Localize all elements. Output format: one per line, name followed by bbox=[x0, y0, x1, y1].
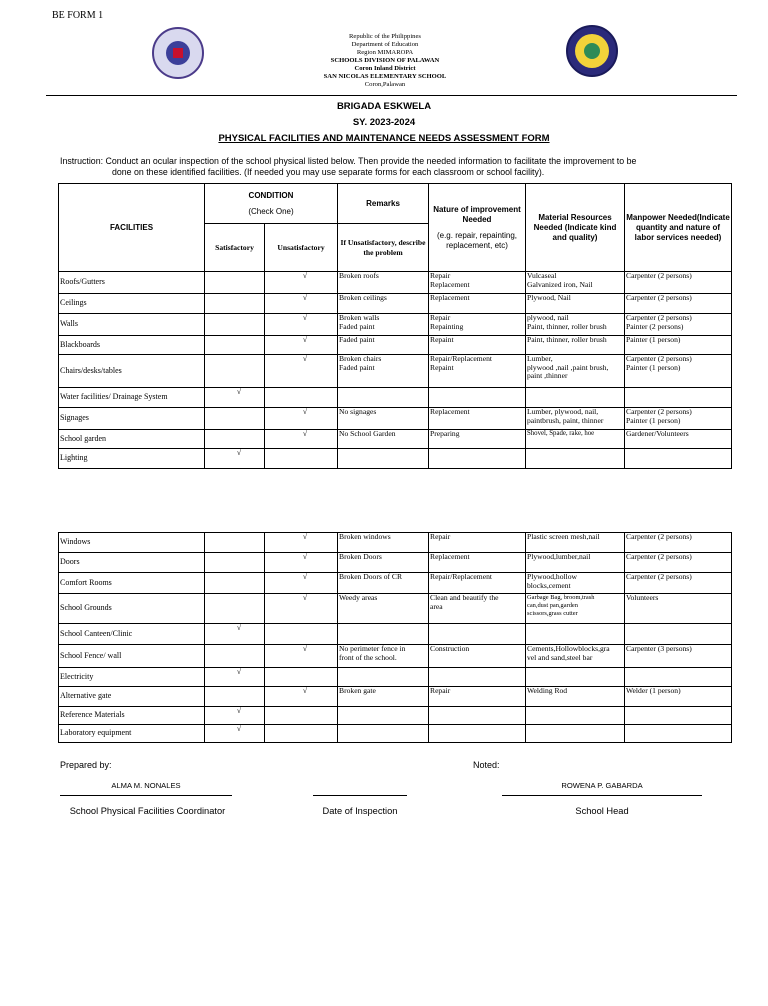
satisfactory-cell: √ bbox=[205, 449, 265, 469]
assessment-table-continued bbox=[58, 532, 732, 743]
header-nature-label: Nature of improvement Needed bbox=[433, 204, 521, 224]
satisfactory-cell bbox=[205, 355, 265, 388]
facility-cell: Water facilities/ Drainage System bbox=[59, 388, 205, 408]
table-row bbox=[59, 272, 732, 294]
facility-cell: Alternative gate bbox=[59, 687, 205, 707]
header-rule bbox=[46, 95, 737, 96]
material-cell: Plywood,lumber,nail bbox=[526, 553, 625, 573]
nature-cell bbox=[429, 725, 526, 743]
unsatisfactory-cell: √ bbox=[265, 314, 338, 336]
letterhead bbox=[290, 33, 480, 89]
noted-label: Noted: bbox=[473, 760, 500, 770]
table-row bbox=[59, 430, 732, 449]
facility-cell: School Grounds bbox=[59, 594, 205, 624]
nature-cell: Repair Repainting bbox=[429, 314, 526, 336]
table-row bbox=[59, 725, 732, 743]
table-row bbox=[59, 336, 732, 355]
satisfactory-cell bbox=[205, 594, 265, 624]
nature-cell: Preparing bbox=[429, 430, 526, 449]
manpower-cell: Carpenter (2 persons) bbox=[625, 553, 732, 573]
satisfactory-cell: √ bbox=[205, 725, 265, 743]
head-name: ROWENA P. GABARDA bbox=[561, 781, 643, 790]
letterhead-line: Department of Education bbox=[351, 41, 419, 48]
nature-cell: Clean and beautify the area bbox=[429, 594, 526, 624]
letterhead-division: SCHOOLS DIVISION OF PALAWAN bbox=[330, 57, 440, 64]
remarks-cell: No signages bbox=[338, 408, 429, 430]
manpower-cell bbox=[625, 725, 732, 743]
unsatisfactory-cell: √ bbox=[265, 336, 338, 355]
remarks-cell: Broken chairs Faded paint bbox=[338, 355, 429, 388]
unsatisfactory-cell bbox=[265, 449, 338, 469]
material-cell: Lumber, plywood ,nail ,paint brush, paint ,thinner bbox=[526, 355, 625, 388]
unsatisfactory-cell bbox=[265, 725, 338, 743]
manpower-cell: Welder (1 person) bbox=[625, 687, 732, 707]
unsatisfactory-cell bbox=[265, 624, 338, 645]
manpower-cell: Painter (1 person) bbox=[625, 336, 732, 355]
unsatisfactory-cell: √ bbox=[265, 272, 338, 294]
nature-cell: Replacement bbox=[429, 553, 526, 573]
manpower-cell: Gardener/Volunteers bbox=[625, 430, 732, 449]
manpower-cell: Carpenter (2 persons) bbox=[625, 272, 732, 294]
satisfactory-cell bbox=[205, 272, 265, 294]
coordinator-title: School Physical Facilities Coordinator bbox=[69, 806, 226, 816]
remarks-cell: Broken walls Faded paint bbox=[338, 314, 429, 336]
table-row bbox=[59, 294, 732, 314]
satisfactory-cell bbox=[205, 314, 265, 336]
letterhead-district: Coron Inland District bbox=[354, 65, 416, 72]
form-number: BE FORM 1 bbox=[52, 10, 104, 21]
unsatisfactory-cell bbox=[265, 668, 338, 687]
remarks-cell bbox=[338, 449, 429, 469]
unsatisfactory-cell bbox=[265, 388, 338, 408]
manpower-cell bbox=[625, 449, 732, 469]
nature-cell: Replacement bbox=[429, 294, 526, 314]
header-material: Material Resources Needed (Indicate kind and quality) bbox=[526, 184, 625, 272]
manpower-cell: Carpenter (2 persons) bbox=[625, 573, 732, 594]
unsatisfactory-cell: √ bbox=[265, 573, 338, 594]
facility-cell: Walls bbox=[59, 314, 205, 336]
satisfactory-cell bbox=[205, 294, 265, 314]
nature-cell: Replacement bbox=[429, 408, 526, 430]
nature-cell: Repair bbox=[429, 687, 526, 707]
facility-cell: Roofs/Gutters bbox=[59, 272, 205, 294]
deped-seal-logo bbox=[152, 27, 204, 79]
coordinator-signature-line bbox=[60, 795, 232, 796]
remarks-cell: Broken gate bbox=[338, 687, 429, 707]
remarks-cell bbox=[338, 707, 429, 725]
satisfactory-cell: √ bbox=[205, 668, 265, 687]
unsatisfactory-cell: √ bbox=[265, 430, 338, 449]
form-title: PHYSICAL FACILITIES AND MAINTENANCE NEEDS ASSESSMENT FORM bbox=[218, 133, 550, 144]
facility-cell: Comfort Rooms bbox=[59, 573, 205, 594]
material-cell: Welding Rod bbox=[526, 687, 625, 707]
remarks-cell: Broken Doors bbox=[338, 553, 429, 573]
facility-cell: Reference Materials bbox=[59, 707, 205, 725]
unsatisfactory-cell: √ bbox=[265, 533, 338, 553]
manpower-cell bbox=[625, 388, 732, 408]
table-row bbox=[59, 355, 732, 388]
letterhead-line: Region MIMAROPA bbox=[356, 49, 414, 56]
header-remarks: Remarks bbox=[338, 184, 429, 224]
manpower-cell: Carpenter (2 persons) bbox=[625, 533, 732, 553]
manpower-cell bbox=[625, 707, 732, 725]
facility-cell: Windows bbox=[59, 533, 205, 553]
material-cell: Cements,Hollowblocks,gra vel and sand,steel bar bbox=[526, 645, 625, 668]
instruction-line: Instruction: Conduct an ocular inspection of the school physical listed below. Then provide the needed information to facilitate the improvement to be bbox=[60, 156, 637, 166]
school-seal-logo bbox=[566, 25, 618, 77]
facility-cell: Lighting bbox=[59, 449, 205, 469]
material-cell: Paint, thinner, roller brush bbox=[526, 336, 625, 355]
remarks-cell bbox=[338, 624, 429, 645]
material-cell bbox=[526, 725, 625, 743]
remarks-cell bbox=[338, 725, 429, 743]
nature-cell: Repair/Replacement Repaint bbox=[429, 355, 526, 388]
table-row bbox=[59, 553, 732, 573]
remarks-cell: Broken Doors of CR bbox=[338, 573, 429, 594]
assessment-table bbox=[58, 183, 732, 469]
remarks-cell bbox=[338, 668, 429, 687]
table-row bbox=[59, 668, 732, 687]
facility-cell: Signages bbox=[59, 408, 205, 430]
satisfactory-cell: √ bbox=[205, 707, 265, 725]
table-row bbox=[59, 533, 732, 553]
material-cell: plywood, nail Paint, thinner, roller brush bbox=[526, 314, 625, 336]
head-signature-line bbox=[502, 795, 702, 796]
table-row bbox=[59, 687, 732, 707]
nature-cell: Repair/Replacement bbox=[429, 573, 526, 594]
remarks-cell: Broken ceilings bbox=[338, 294, 429, 314]
facility-cell: Ceilings bbox=[59, 294, 205, 314]
header-nature bbox=[429, 184, 526, 272]
material-cell: Shovel, Spade, rake, hoe bbox=[526, 430, 625, 449]
prepared-by-label: Prepared by: bbox=[60, 760, 112, 770]
letterhead-place: Coron,Palawan bbox=[364, 81, 406, 88]
satisfactory-cell: √ bbox=[205, 624, 265, 645]
head-title: School Head bbox=[575, 806, 629, 816]
material-cell: Plywood,hollow blocks,cement bbox=[526, 573, 625, 594]
letterhead-line: Republic of the Philippines bbox=[349, 33, 421, 40]
facility-cell: Doors bbox=[59, 553, 205, 573]
header-satisfactory: Satisfactory bbox=[205, 224, 265, 272]
program-title: BRIGADA ESKWELA bbox=[336, 101, 432, 112]
facility-cell: School Fence/ wall bbox=[59, 645, 205, 668]
header-remarks-sub: If Unsatisfactory, describe the problem bbox=[338, 224, 429, 272]
manpower-cell: Carpenter (2 persons) Painter (2 persons) bbox=[625, 314, 732, 336]
date-label: Date of Inspection bbox=[322, 806, 398, 816]
table-row bbox=[59, 624, 732, 645]
satisfactory-cell bbox=[205, 408, 265, 430]
material-cell bbox=[526, 449, 625, 469]
remarks-cell: Weedy areas bbox=[338, 594, 429, 624]
unsatisfactory-cell: √ bbox=[265, 294, 338, 314]
satisfactory-cell bbox=[205, 553, 265, 573]
table-row bbox=[59, 408, 732, 430]
table-row bbox=[59, 645, 732, 668]
material-cell: Vulcaseal Galvanized iron, Nail bbox=[526, 272, 625, 294]
table-row bbox=[59, 573, 732, 594]
coordinator-name: ALMA M. NONALES bbox=[111, 781, 181, 790]
header-manpower: Manpower Needed(Indicate quantity and nature of labor services needed) bbox=[625, 184, 732, 272]
remarks-cell: Broken roofs bbox=[338, 272, 429, 294]
date-signature-line bbox=[313, 795, 407, 796]
satisfactory-cell bbox=[205, 645, 265, 668]
remarks-cell bbox=[338, 388, 429, 408]
nature-cell bbox=[429, 449, 526, 469]
remarks-cell: Broken windows bbox=[338, 533, 429, 553]
facility-cell: Chairs/desks/tables bbox=[59, 355, 205, 388]
facility-cell: Electricity bbox=[59, 668, 205, 687]
satisfactory-cell bbox=[205, 430, 265, 449]
manpower-cell: Carpenter (2 persons) bbox=[625, 294, 732, 314]
manpower-cell: Carpenter (2 persons) Painter (1 person) bbox=[625, 355, 732, 388]
nature-cell bbox=[429, 668, 526, 687]
material-cell bbox=[526, 624, 625, 645]
unsatisfactory-cell bbox=[265, 707, 338, 725]
satisfactory-cell bbox=[205, 687, 265, 707]
unsatisfactory-cell: √ bbox=[265, 645, 338, 668]
instruction bbox=[60, 156, 720, 178]
manpower-cell: Carpenter (3 persons) bbox=[625, 645, 732, 668]
material-cell: Garbage Bag, broom,trash can,dust pan,garden scissors,grass cutter bbox=[526, 594, 625, 624]
table-row bbox=[59, 707, 732, 725]
school-year: SY. 2023-2024 bbox=[352, 117, 416, 128]
nature-cell: Repaint bbox=[429, 336, 526, 355]
material-cell bbox=[526, 388, 625, 408]
facility-cell: School garden bbox=[59, 430, 205, 449]
nature-cell bbox=[429, 388, 526, 408]
unsatisfactory-cell: √ bbox=[265, 594, 338, 624]
remarks-cell: No School Garden bbox=[338, 430, 429, 449]
header-condition bbox=[205, 184, 338, 224]
nature-cell bbox=[429, 707, 526, 725]
nature-cell bbox=[429, 624, 526, 645]
unsatisfactory-cell: √ bbox=[265, 408, 338, 430]
satisfactory-cell bbox=[205, 336, 265, 355]
nature-cell: Repair Replacement bbox=[429, 272, 526, 294]
nature-cell: Construction bbox=[429, 645, 526, 668]
table-row bbox=[59, 388, 732, 408]
header-condition-label: CONDITION bbox=[248, 190, 294, 200]
unsatisfactory-cell: √ bbox=[265, 687, 338, 707]
manpower-cell: Volunteers bbox=[625, 594, 732, 624]
letterhead-school: SAN NICOLAS ELEMENTARY SCHOOL bbox=[323, 73, 447, 80]
material-cell bbox=[526, 668, 625, 687]
material-cell: Plywood, Nail bbox=[526, 294, 625, 314]
material-cell bbox=[526, 707, 625, 725]
header-check-one: (Check One) bbox=[248, 206, 294, 216]
satisfactory-cell bbox=[205, 533, 265, 553]
header-facilities: FACILITIES bbox=[59, 184, 205, 272]
facility-cell: Blackboards bbox=[59, 336, 205, 355]
unsatisfactory-cell: √ bbox=[265, 553, 338, 573]
remarks-cell: No perimeter fence in front of the school. bbox=[338, 645, 429, 668]
satisfactory-cell bbox=[205, 573, 265, 594]
instruction-line: done on these identified facilities. (If needed you may use separate forms for each classroom or school facility). bbox=[112, 167, 545, 177]
material-cell: Plastic screen mesh,nail bbox=[526, 533, 625, 553]
manpower-cell bbox=[625, 668, 732, 687]
table-row bbox=[59, 314, 732, 336]
header-nature-example: (e.g. repair, repainting, replacement, etc) bbox=[436, 230, 518, 250]
satisfactory-cell: √ bbox=[205, 388, 265, 408]
table-row bbox=[59, 449, 732, 469]
remarks-cell: Faded paint bbox=[338, 336, 429, 355]
facility-cell: Laboratory equipment bbox=[59, 725, 205, 743]
table-row bbox=[59, 594, 732, 624]
nature-cell: Repair bbox=[429, 533, 526, 553]
manpower-cell: Carpenter (2 persons) Painter (1 person) bbox=[625, 408, 732, 430]
material-cell: Lumber, plywood, nail, paintbrush, paint, thinner bbox=[526, 408, 625, 430]
facility-cell: School Canteen/Clinic bbox=[59, 624, 205, 645]
unsatisfactory-cell: √ bbox=[265, 355, 338, 388]
manpower-cell bbox=[625, 624, 732, 645]
header-unsatisfactory: Unsatisfactory bbox=[265, 224, 338, 272]
